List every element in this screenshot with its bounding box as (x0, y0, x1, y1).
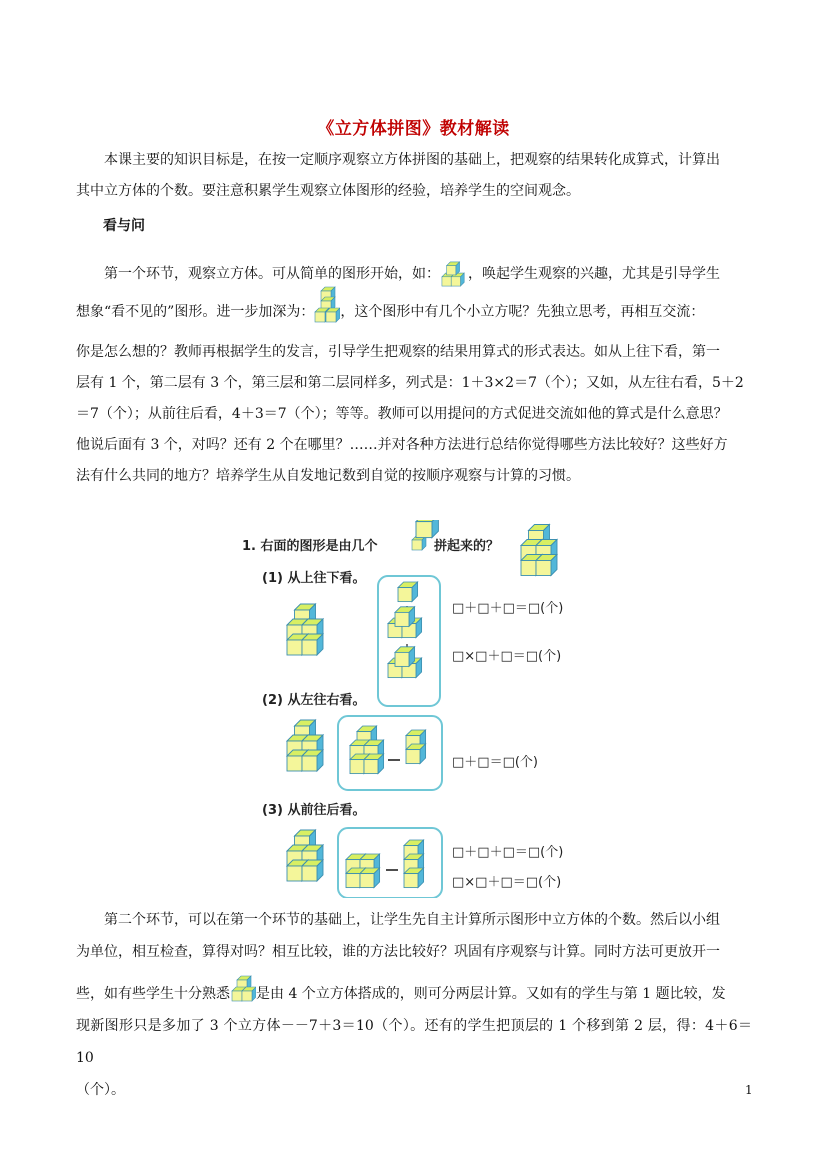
part-3-label: (3) 从前往后看。 (262, 803, 366, 818)
paragraph-1-lines-1-2 (76, 255, 752, 331)
intro-line-1: 本课主要的知识目标是，在按一定顺序观察立方体拼图的基础上，把观察的结果转化成算式，计算出 (104, 152, 720, 168)
p3-line5: （个）。 (76, 1082, 125, 1098)
p2-line1-a: 第一个环节，观察立方体。可从简单的图形开始，如： (104, 266, 440, 282)
p2-line3: 你是怎么想的？教师再根据学生的发言，引导学生把观察的结果用算式的形式表达。如从上往下看，第一 (76, 344, 720, 360)
cube-icon (412, 536, 426, 550)
paragraph-1-lines-3-7 (76, 337, 752, 492)
formula-multiply: □×□＋□＝□(个) (452, 649, 562, 664)
p3-line3-a: 些，如有些学生十分熟悉 (76, 986, 230, 1002)
p3-line3-b: 是由 4 个立方体搭成的，则可分两层计算。又如有的学生与第 1 题比较，发 (256, 986, 726, 1002)
cube-stack-figure-1 (287, 604, 323, 655)
exercise-question-b: 拼起来的？ (434, 539, 500, 554)
cube-stack-icon (314, 286, 340, 324)
cube-stack-figure-2 (287, 720, 323, 771)
part-2-label: (2) 从左往右看。 (262, 693, 366, 708)
exercise-figure (240, 520, 620, 898)
p2-line7: 法有什么共同的地方？培养学生从自发地记数到自觉的按顺序观察与计算的习惯。 (76, 468, 580, 484)
p2-line6: 他说后面有 3 个，对吗？还有 2 个在哪里？……并对各种方法进行总结你觉得哪些方法比较好？这些好方 (76, 437, 728, 453)
formula-add-two: □＋□＝□(个) (452, 755, 538, 770)
exercise-question-a: 1. 右面的图形是由几个 (242, 539, 378, 554)
formula-multiply-b: □×□＋□＝□(个) (452, 875, 562, 890)
page-title: 《立方体拼图》教材解读 (317, 119, 510, 139)
p3-line2: 为单位，相互检查，算得对吗？相互比较，谁的方法比较好？巩固有序观察与计算。同时方法可更放开一 (76, 944, 720, 960)
formula-add-three-b: □＋□＋□＝□(个) (452, 845, 564, 860)
section-heading: 看与问 (103, 218, 145, 234)
page-number: 1 (745, 1083, 753, 1097)
target-cube-figure (416, 520, 438, 538)
cube-stack-icon (230, 975, 256, 1003)
part-1-label: (1) 从上往下看。 (262, 571, 366, 586)
paragraph-3-lines-1-2 (76, 904, 752, 968)
cube-stack-figure-3 (287, 830, 323, 881)
p2-line5: ＝7（个）；从前往后看，4＋3＝7（个）；等等。教师可以用提问的方式促进交流如他的算式是什么意思？ (76, 406, 728, 422)
paragraph-3-lines-3-5 (76, 978, 752, 1106)
p3-line4: 现新图形只是多加了 3 个立方体－－7＋3＝10（个）。还有的学生把顶层的 1 个移到第 2 层，得：4＋6＝10 (76, 1018, 752, 1066)
p2-line1-b: ，唤起学生观察的兴趣，尤其是引导学生 (468, 266, 720, 282)
formula-add-three: □＋□＋□＝□(个) (452, 601, 564, 616)
p2-line4: 层有 1 个，第二层有 3 个，第三层和第二层同样多，列式是：1＋3×2＝7（个）；又如，从左往右看，5＋2 (76, 375, 744, 391)
p2-line2-a: 想象“看不见的”图形。进一步加深为： (76, 304, 315, 320)
cube-stack-icon (440, 261, 468, 287)
intro-line-2: 其中立方体的个数。要注意积累学生观察立体图形的经验，培养学生的空间观念。 (76, 183, 580, 199)
intro-paragraph (76, 145, 752, 207)
target-cube-stack (521, 525, 557, 576)
p2-line2-b: ，这个图形中有几个小立方呢？先独立思考，再相互交流： (340, 304, 705, 320)
p3-line1: 第二个环节，可以在第一个环节的基础上，让学生先自主计算所示图形中立方体的个数。然后以小组 (104, 912, 720, 928)
